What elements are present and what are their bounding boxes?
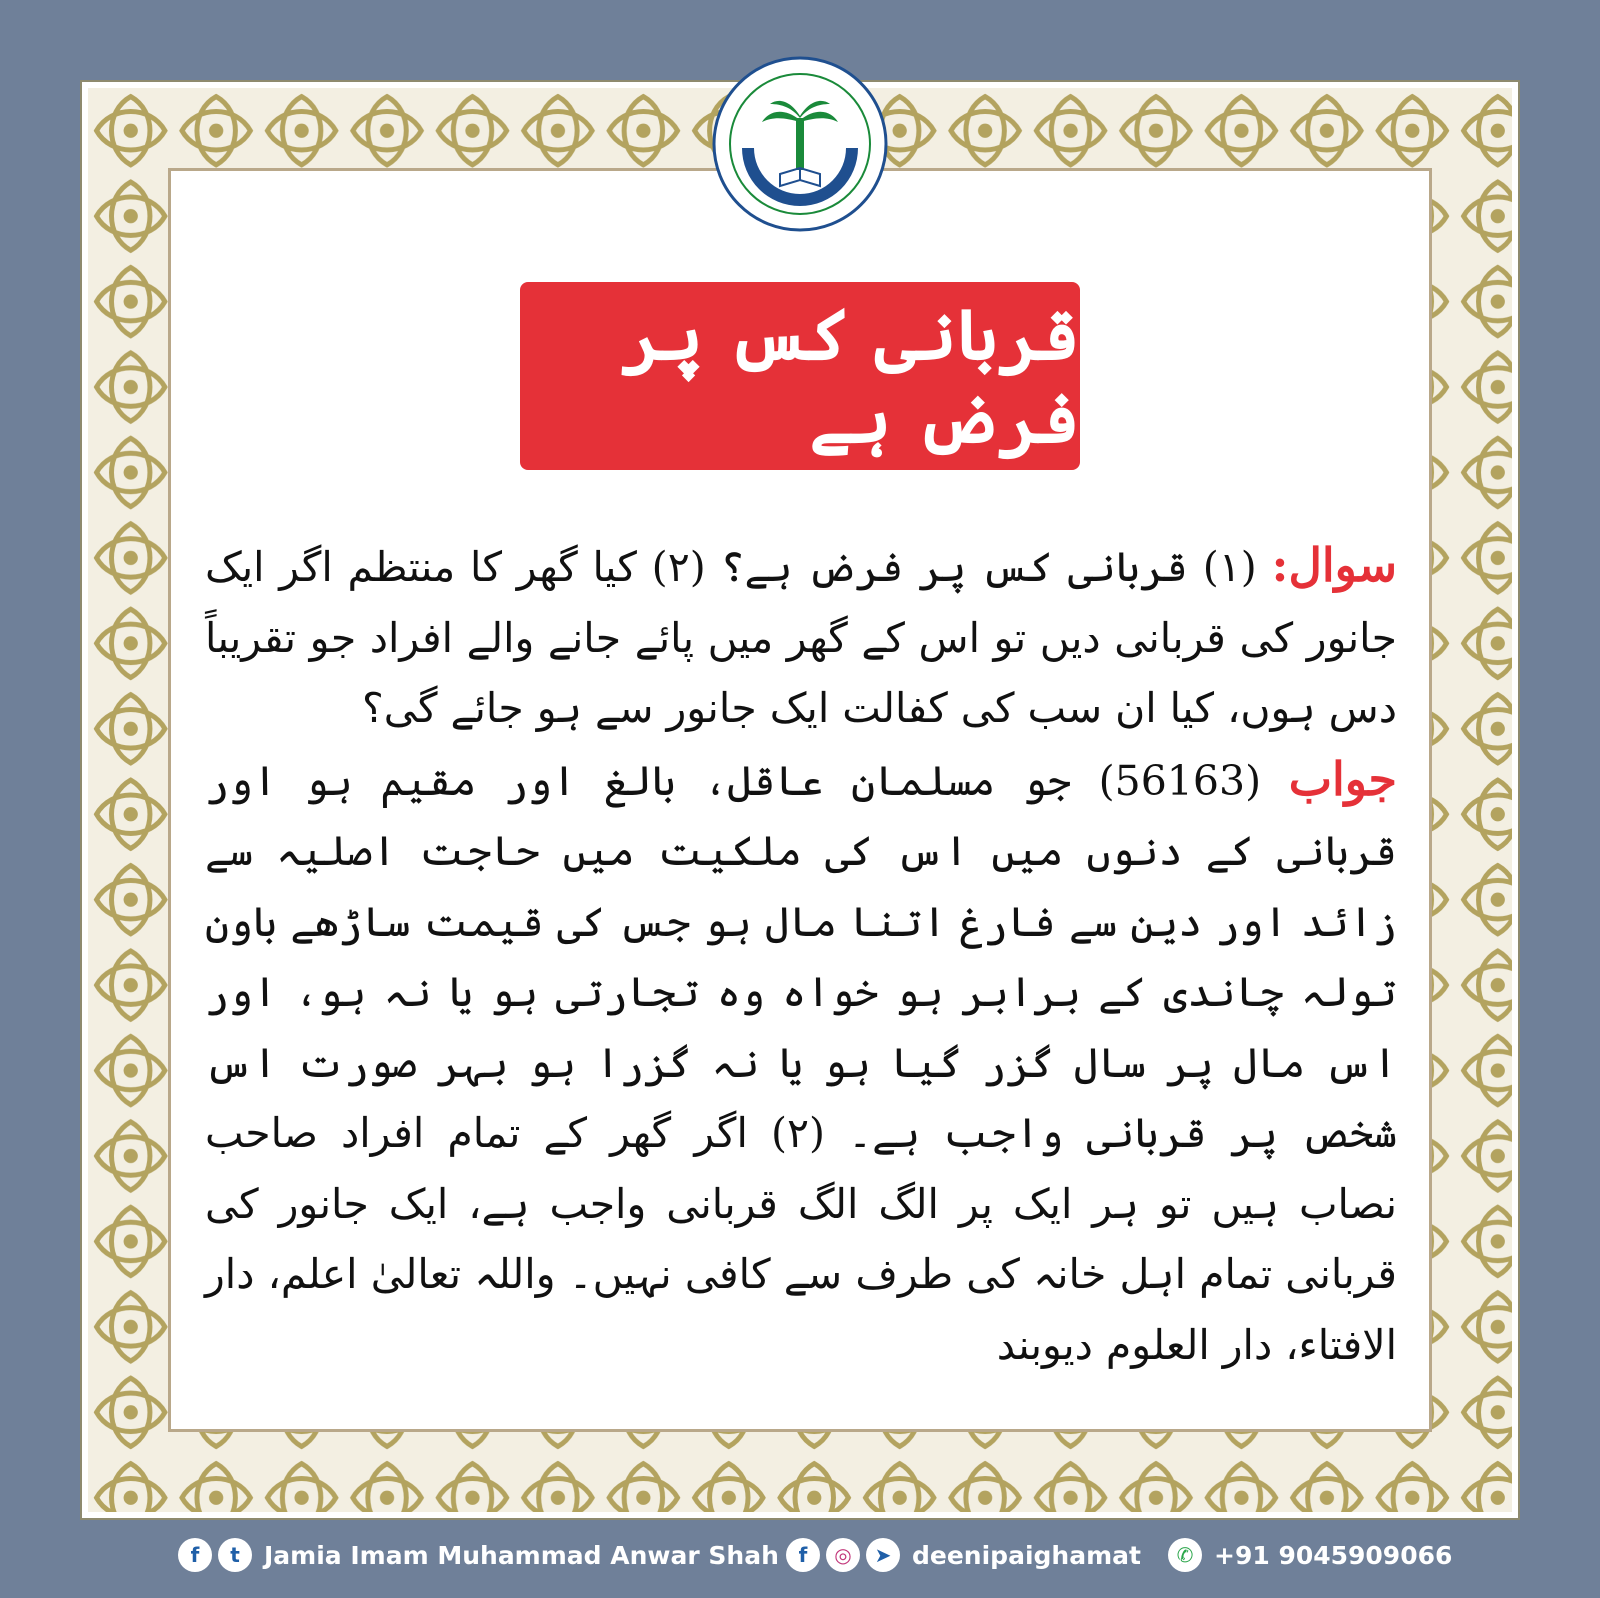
question-text: (۱) قربانی کس پر فرض ہے؟ (۲) کیا گھر کا منتظم اگر ایک جانور کی قربانی دیں تو اس کے گھر میں پائے جانے والے افراد جو تقریباً دس ہوں، کیا ان سب کی کفالت ایک جانور سے ہو جائے گی؟ [205,543,1397,732]
facebook-icon[interactable]: f [786,1538,820,1572]
footer-phone-group [1168,1538,1452,1572]
phone-number: +91 9045909066 [1214,1540,1453,1570]
org-name: Jamia Imam Muhammad Anwar Shah [264,1540,779,1570]
answer-paragraph [205,744,1397,1381]
social-handle: deenipaighamat [912,1540,1141,1570]
twitter-icon[interactable]: t [218,1538,252,1572]
facebook-icon[interactable]: f [178,1538,212,1572]
question-label: سوال: [1271,538,1397,592]
answer-label: جواب [1288,751,1397,806]
fatwa-body [205,530,1397,1380]
instagram-icon[interactable]: ◎ [826,1538,860,1572]
fatwa-number: (56163) [1098,756,1262,805]
footer-bar [0,1530,1600,1586]
jamia-seal-logo [712,56,888,232]
telegram-icon[interactable]: ➤ [866,1538,900,1572]
question-paragraph [205,530,1397,744]
title-banner [520,282,1080,470]
footer-org-group [178,1538,779,1572]
footer-social-group [786,1538,1141,1572]
answer-text: جو مسلمان عاقل، بالغ اور مقیم ہو اور قربانی کے دنوں میں اس کی ملکیت میں حاجت اصلیہ سے زائد اور دین سے فارغ اتنا مال ہو جس کی قیمت ساڑھے باون تولہ چاندی کے برابر ہو خواہ وہ تجارتی ہو یا نہ ہو، اور اس مال پر سال گزر گیا ہو یا نہ گزرا ہو بہر صورت اس شخص پر قربانی واجب ہے۔ (۲) اگر گھر کے تمام افراد صاحب نصاب ہیں تو ہر ایک پر الگ الگ قربانی واجب ہے، ایک جانور کی قربانی تمام اہل خانہ کی طرف سے کافی نہیں۔ واللہ تعالیٰ اعلم، دار الافتاء، دار العلوم دیوبند [205,756,1398,1369]
page-title: قربانی کس پر فرض ہے [621,293,1080,459]
whatsapp-icon[interactable]: ✆ [1168,1538,1202,1572]
